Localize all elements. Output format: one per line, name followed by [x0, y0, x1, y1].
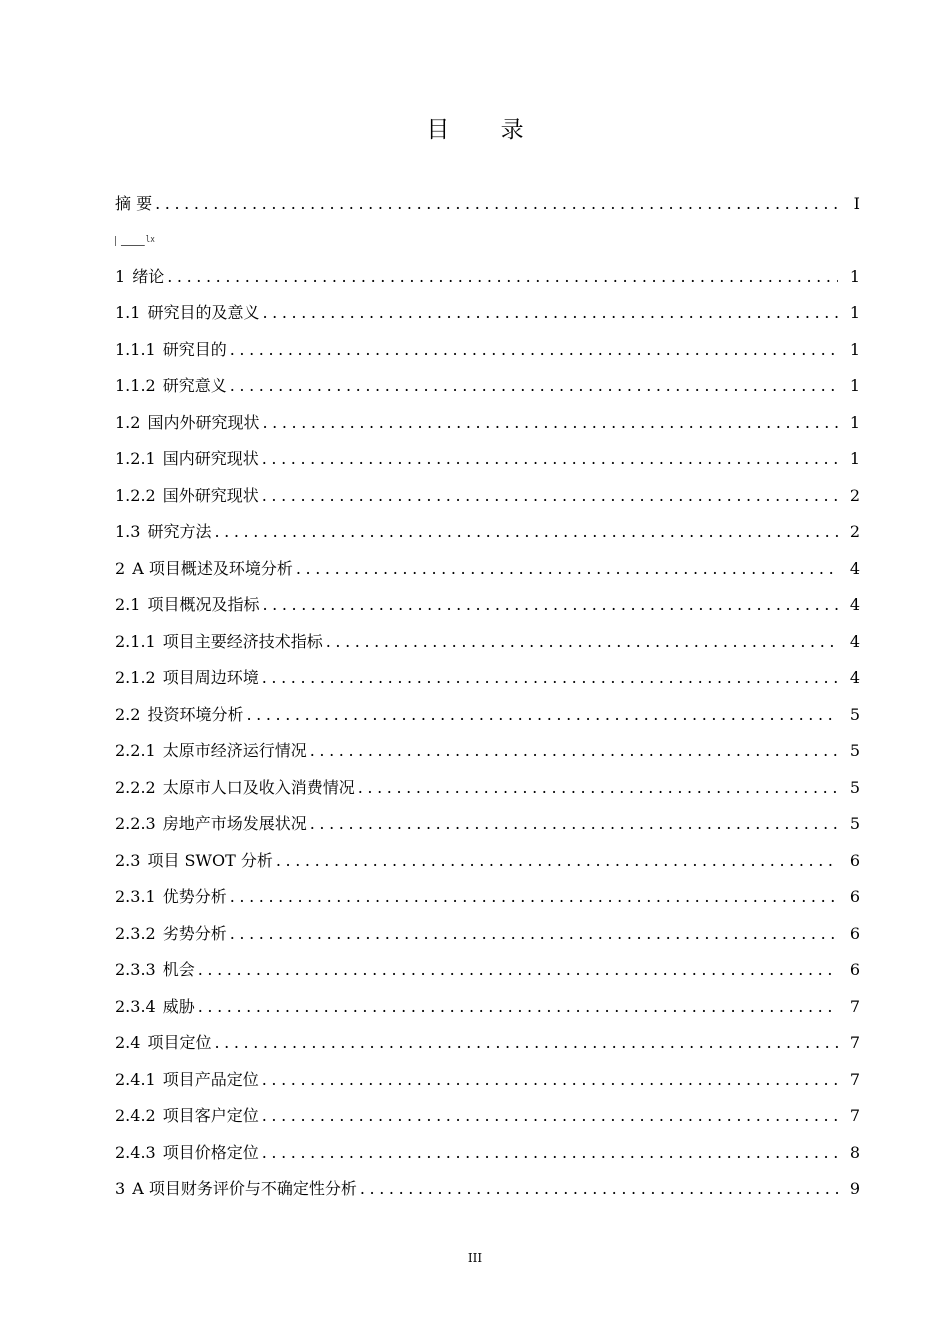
toc-entry[interactable] — [115, 587, 860, 624]
artifact-glyphs — [115, 234, 155, 246]
toc-entry-title: 投资环境分析 — [147, 704, 244, 724]
toc-entry-number: 1.1.1 — [115, 339, 156, 359]
toc-entry[interactable] — [115, 806, 860, 843]
toc-entry[interactable] — [115, 1171, 860, 1208]
toc-entry[interactable] — [115, 1025, 860, 1062]
toc-entry[interactable] — [115, 770, 860, 807]
toc-entry-number: 2.3.3 — [115, 960, 156, 979]
toc-entry-title: 项目价格定位 — [162, 1142, 259, 1162]
toc-entry-label — [115, 624, 326, 661]
toc-entry-label — [115, 551, 296, 588]
toc-entry-number: 1.2.1 — [115, 449, 156, 468]
dot-leader — [262, 295, 838, 332]
toc-entry-title: 国内研究现状 — [162, 449, 259, 468]
dot-leader — [214, 1025, 838, 1062]
toc-entry-page: 1 — [849, 412, 860, 432]
toc-entry-page: 5 — [849, 814, 860, 833]
toc-entry-number: 2.4.1 — [115, 1069, 156, 1089]
toc-entry-number: 2.3 — [115, 850, 141, 870]
toc-entry-label — [115, 879, 230, 916]
dot-leader — [262, 1098, 838, 1135]
toc-entry-label — [115, 478, 262, 515]
toc-entry-label — [115, 806, 310, 843]
toc-entry-title: 项目周边环境 — [162, 668, 259, 687]
dot-leader — [155, 186, 838, 223]
page-title: 目 录 — [426, 117, 546, 143]
toc-entry-page: 1 — [849, 449, 860, 468]
toc-entry-label — [115, 259, 167, 296]
toc-entry-page: 7 — [849, 996, 860, 1016]
toc-entry-title: 项目产品定位 — [162, 1069, 259, 1089]
toc-entry-label — [115, 1135, 262, 1172]
toc-entry-title: A 项目概述及环境分析 — [132, 558, 293, 578]
dot-leader — [230, 368, 838, 405]
toc-entry-page: 7 — [849, 1033, 860, 1052]
toc-entry-label — [115, 514, 214, 551]
toc-entry-title: 绪论 — [132, 266, 165, 286]
dot-leader — [262, 587, 838, 624]
toc-entry-number: 1.2 — [115, 412, 141, 432]
toc-entry[interactable] — [115, 916, 860, 953]
toc-entry-label — [115, 405, 262, 442]
dot-leader — [262, 478, 838, 515]
toc-entry-title: 项目概况及指标 — [147, 595, 260, 614]
toc-entry-title: 机会 — [162, 960, 195, 979]
dot-leader — [167, 259, 838, 296]
toc-entry-label — [115, 952, 198, 989]
toc-entry-title: A 项目财务评价与不确定性分析 — [132, 1179, 357, 1198]
toc-entry-number: 1.1.2 — [115, 376, 156, 395]
toc-entry-title: 劣势分析 — [162, 923, 227, 943]
toc-entry-label — [115, 332, 230, 369]
toc-entry-number: 2.3.2 — [115, 923, 156, 943]
dot-leader — [262, 1135, 838, 1172]
toc-entry-page: I — [853, 194, 860, 213]
dot-leader — [262, 660, 838, 697]
table-of-contents — [115, 186, 860, 1208]
toc-entry-number: 2.4 — [115, 1033, 141, 1052]
toc-entry-title: 项目定位 — [147, 1033, 212, 1052]
toc-entry-title: 研究方法 — [147, 522, 212, 541]
toc-entry-page: 2 — [849, 485, 860, 505]
dot-leader — [310, 806, 838, 843]
toc-entry-number: 2.1.1 — [115, 631, 156, 651]
toc-entry[interactable] — [115, 952, 860, 989]
dot-leader — [262, 441, 838, 478]
toc-entry-title: 国外研究现状 — [162, 485, 259, 505]
artifact-tick — [115, 236, 116, 246]
toc-entry-label — [115, 1171, 360, 1208]
toc-entry-title: 研究目的及意义 — [147, 303, 260, 322]
toc-entry-label — [115, 441, 262, 478]
dot-leader — [230, 332, 838, 369]
toc-entry-page: 4 — [849, 631, 860, 651]
toc-entry-number: 2.3.4 — [115, 996, 156, 1016]
toc-entry-title: 项目客户定位 — [162, 1106, 259, 1125]
toc-entry-title: 房地产市场发展状况 — [162, 814, 307, 833]
toc-entry-title: 太原市经济运行情况 — [162, 741, 307, 760]
toc-entry[interactable] — [115, 1135, 860, 1172]
dot-leader — [230, 916, 838, 953]
toc-entry[interactable] — [115, 332, 860, 369]
toc-entry-page: 4 — [849, 595, 860, 614]
dot-leader — [230, 879, 838, 916]
toc-entry-label — [115, 1098, 262, 1135]
toc-entry-label — [115, 843, 276, 880]
toc-entry[interactable] — [115, 733, 860, 770]
toc-entry-page: 1 — [849, 339, 860, 359]
dot-leader — [198, 952, 838, 989]
toc-entry-page: 6 — [849, 960, 860, 979]
toc-entry-title: 威胁 — [162, 996, 195, 1016]
toc-entry-page: 1 — [849, 303, 860, 322]
toc-entry-number: 2.2 — [115, 704, 141, 724]
toc-entry-title: 太原市人口及收入消费情况 — [162, 777, 355, 797]
toc-entry-number: 2.1 — [115, 595, 141, 614]
toc-entry-number: 1 — [115, 266, 126, 286]
toc-entry-page: 6 — [849, 923, 860, 943]
toc-entry-number: 2.2.2 — [115, 777, 156, 797]
toc-entry-page: 7 — [849, 1106, 860, 1125]
toc-entry-number: 1.1 — [115, 303, 141, 322]
toc-entry-title: 国内外研究现状 — [147, 412, 260, 432]
dot-leader — [262, 1062, 838, 1099]
toc-entry-number: 2 — [115, 558, 126, 578]
toc-entry-label — [115, 916, 230, 953]
toc-entry[interactable] — [115, 1098, 860, 1135]
dot-leader — [358, 770, 838, 807]
dot-leader — [246, 697, 838, 734]
toc-entry-title: 项目主要经济技术指标 — [162, 631, 323, 651]
dot-leader — [360, 1171, 838, 1208]
toc-entry-page: 5 — [849, 704, 860, 724]
toc-entry-number: 1.3 — [115, 522, 141, 541]
toc-entry-label — [115, 770, 358, 807]
toc-entry[interactable] — [115, 843, 860, 880]
toc-entry-page: 4 — [849, 558, 860, 578]
dot-leader — [296, 551, 838, 588]
toc-entry-label — [115, 697, 246, 734]
toc-entry-page: 2 — [849, 522, 860, 541]
artifact-text: lx — [145, 234, 155, 245]
dot-leader — [262, 405, 838, 442]
toc-entry[interactable] — [115, 368, 860, 405]
toc-entry[interactable] — [115, 405, 860, 442]
dot-leader — [198, 989, 838, 1026]
toc-entry[interactable] — [115, 514, 860, 551]
toc-entry-page: 5 — [849, 777, 860, 797]
toc-entry[interactable] — [115, 660, 860, 697]
toc-entry[interactable] — [115, 879, 860, 916]
toc-entry[interactable] — [115, 259, 860, 296]
toc-entry-number: 2.1.2 — [115, 668, 156, 687]
toc-entry-number: 2.2.1 — [115, 741, 156, 760]
toc-entry-page: 1 — [849, 266, 860, 286]
toc-entry-title: 项目 SWOT 分析 — [147, 850, 273, 870]
toc-entry-abstract[interactable] — [115, 186, 860, 223]
toc-entry-title: 研究意义 — [162, 376, 227, 395]
toc-entry[interactable] — [115, 295, 860, 332]
toc-entry[interactable] — [115, 441, 860, 478]
toc-entry-title: 优势分析 — [162, 887, 227, 906]
toc-entry-number: 2.4.3 — [115, 1142, 156, 1162]
toc-entry-number: 3 — [115, 1179, 126, 1198]
toc-entry-label — [115, 587, 262, 624]
toc-entry-label — [115, 368, 230, 405]
toc-entry-label — [115, 660, 262, 697]
toc-entry-label: 摘 要 — [115, 194, 153, 213]
toc-entry[interactable] — [115, 624, 860, 661]
toc-entry-label — [115, 1062, 262, 1099]
dot-leader — [326, 624, 838, 661]
dot-leader — [310, 733, 838, 770]
dot-leader — [214, 514, 838, 551]
toc-entry[interactable] — [115, 989, 860, 1026]
toc-entry-page: 6 — [849, 887, 860, 906]
toc-entry-label — [115, 1025, 214, 1062]
toc-entry-label — [115, 989, 198, 1026]
toc-entry-number: 2.4.2 — [115, 1106, 156, 1125]
toc-entry-list — [115, 259, 860, 1208]
toc-entry-page: 9 — [849, 1179, 860, 1198]
toc-entry-page: 5 — [849, 741, 860, 760]
toc-entry[interactable] — [115, 1062, 860, 1099]
toc-entry-page: 7 — [849, 1069, 860, 1089]
toc-entry-number: 1.2.2 — [115, 485, 156, 505]
toc-entry[interactable] — [115, 551, 860, 588]
toc-entry-number: 2.3.1 — [115, 887, 156, 906]
toc-entry-label — [115, 295, 262, 332]
artifact-dash — [121, 245, 145, 246]
toc-entry-page: 8 — [849, 1142, 860, 1162]
page-number: III — [467, 1251, 483, 1265]
dot-leader — [276, 843, 838, 880]
toc-entry-page: 4 — [849, 668, 860, 687]
toc-entry-page: 6 — [849, 850, 860, 870]
toc-entry-title: 研究目的 — [162, 339, 227, 359]
toc-entry[interactable] — [115, 478, 860, 515]
rendering-artifact — [115, 223, 860, 259]
toc-entry[interactable] — [115, 697, 860, 734]
toc-entry-number: 2.2.3 — [115, 814, 156, 833]
toc-entry-page: 1 — [849, 376, 860, 395]
toc-entry-label — [115, 733, 310, 770]
